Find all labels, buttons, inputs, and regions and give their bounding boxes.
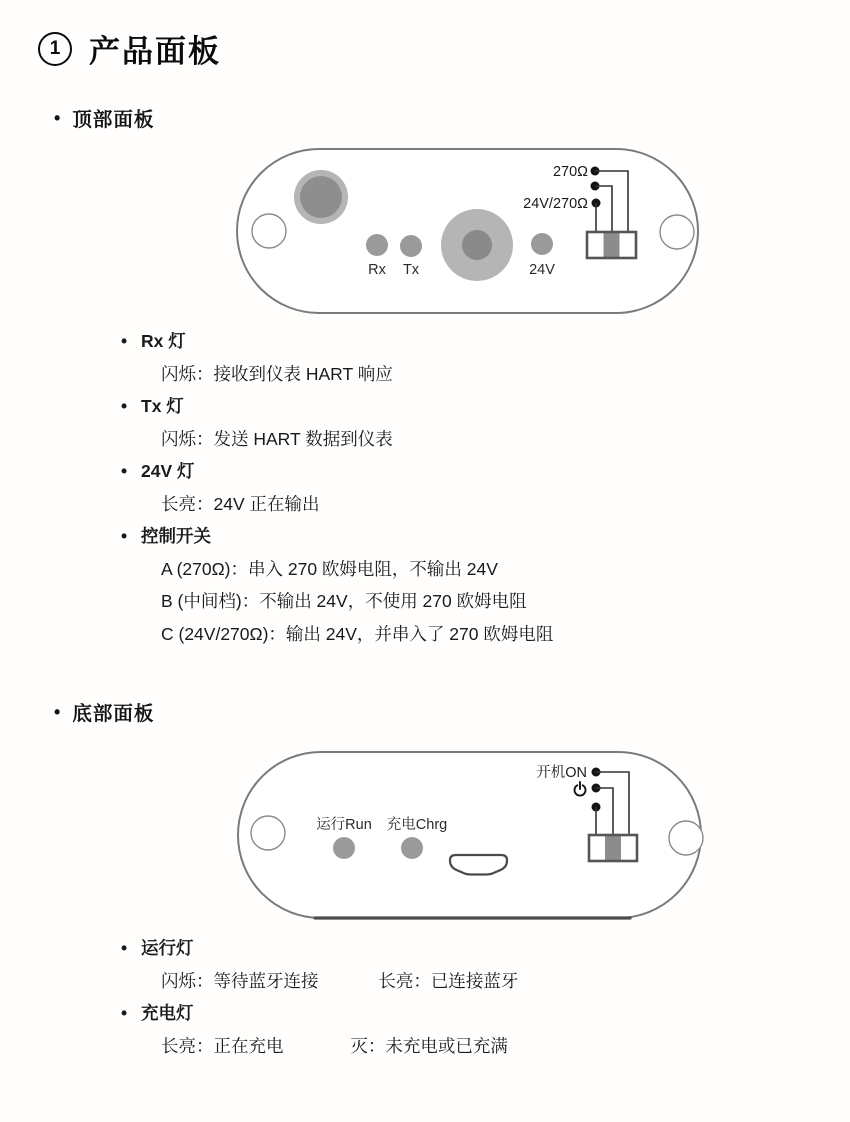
item-description	[121, 1030, 761, 1063]
mounting-hole-right	[660, 215, 694, 249]
slide-switch-slider[interactable]	[604, 232, 620, 258]
mounting-hole-right	[669, 821, 703, 855]
top-panel-descriptions	[121, 325, 761, 650]
item-title: Tx 灯	[141, 396, 184, 416]
item-title: 控制开关	[141, 526, 212, 546]
power-on-label: 开机ON	[536, 765, 587, 781]
item-description	[121, 358, 761, 391]
rx-led	[366, 234, 388, 256]
item-title: Rx 灯	[141, 331, 186, 351]
switch-pos-270-label: 270Ω	[552, 164, 588, 180]
circled-number-icon: 1	[38, 32, 72, 66]
bullet-icon: •	[121, 938, 128, 958]
description-text: 长亮：正在充电	[161, 1035, 284, 1056]
bullet-icon: •	[54, 108, 62, 128]
item-description	[121, 553, 761, 586]
power-switch-slider[interactable]	[605, 835, 621, 861]
top-panel-diagram	[230, 140, 710, 322]
description-text: C (24V/270Ω)：输出 24V，并串入了 270 欧姆电阻	[161, 623, 554, 644]
v24-led	[531, 233, 553, 255]
run-led	[333, 837, 355, 859]
micro-usb-port[interactable]	[450, 855, 507, 875]
terminal-port-inner	[462, 230, 492, 260]
bottom-panel-descriptions	[121, 932, 761, 1062]
connector-port-inner	[300, 176, 342, 218]
list-item-24v-led	[121, 455, 761, 488]
item-title: 充电灯	[141, 1003, 194, 1023]
bullet-icon: •	[121, 526, 128, 546]
list-item-chrg-led	[121, 997, 761, 1030]
list-item-run-led	[121, 932, 761, 965]
bullet-icon: •	[121, 396, 128, 416]
bullet-icon: •	[121, 1003, 128, 1023]
chrg-led	[401, 837, 423, 859]
description-text: 长亮：已连接蓝牙	[378, 970, 519, 991]
mounting-hole-left	[251, 816, 285, 850]
page-title-text: 产品面板	[89, 34, 221, 69]
chrg-led-label: 充电Chrg	[386, 817, 448, 833]
description-text: 闪烁：接收到仪表 HART 响应	[161, 363, 393, 384]
item-description	[121, 423, 761, 456]
list-item-tx-led	[121, 390, 761, 423]
description-text: A (270Ω)：串入 270 欧姆电阻，不输出 24V	[161, 558, 498, 579]
item-description	[121, 488, 761, 521]
item-description	[121, 965, 761, 998]
bullet-icon: •	[54, 702, 62, 722]
section-heading-bottom-panel	[54, 698, 154, 726]
item-description	[121, 618, 761, 651]
bottom-panel-diagram	[230, 745, 710, 930]
description-text: 灭：未充电或已充满	[350, 1035, 508, 1056]
section-heading-label: 底部面板	[72, 703, 155, 725]
tx-led	[400, 235, 422, 257]
section-heading-top-panel	[54, 104, 154, 132]
tx-led-label: Tx	[402, 262, 420, 278]
v24-led-label: 24V	[529, 262, 555, 278]
list-item-control-switch	[121, 520, 761, 553]
description-text: 闪烁：发送 HART 数据到仪表	[161, 428, 393, 449]
bullet-icon: •	[121, 461, 128, 481]
item-title: 运行灯	[141, 938, 194, 958]
rx-led-label: Rx	[368, 262, 386, 278]
page-title	[38, 26, 221, 71]
list-item-rx-led	[121, 325, 761, 358]
mounting-hole-left	[252, 214, 286, 248]
description-text: B (中间档)：不输出 24V，不使用 270 欧姆电阻	[161, 591, 527, 611]
item-title: 24V 灯	[141, 461, 195, 481]
description-text: 长亮：24V 正在输出	[161, 493, 320, 514]
bullet-icon: •	[121, 331, 128, 351]
switch-pos-24v270-label: 24V/270Ω	[523, 196, 588, 212]
item-description	[121, 585, 761, 618]
section-heading-label: 顶部面板	[72, 109, 155, 131]
description-text: 闪烁：等待蓝牙连接	[161, 970, 319, 991]
run-led-label: 运行Run	[316, 817, 372, 833]
